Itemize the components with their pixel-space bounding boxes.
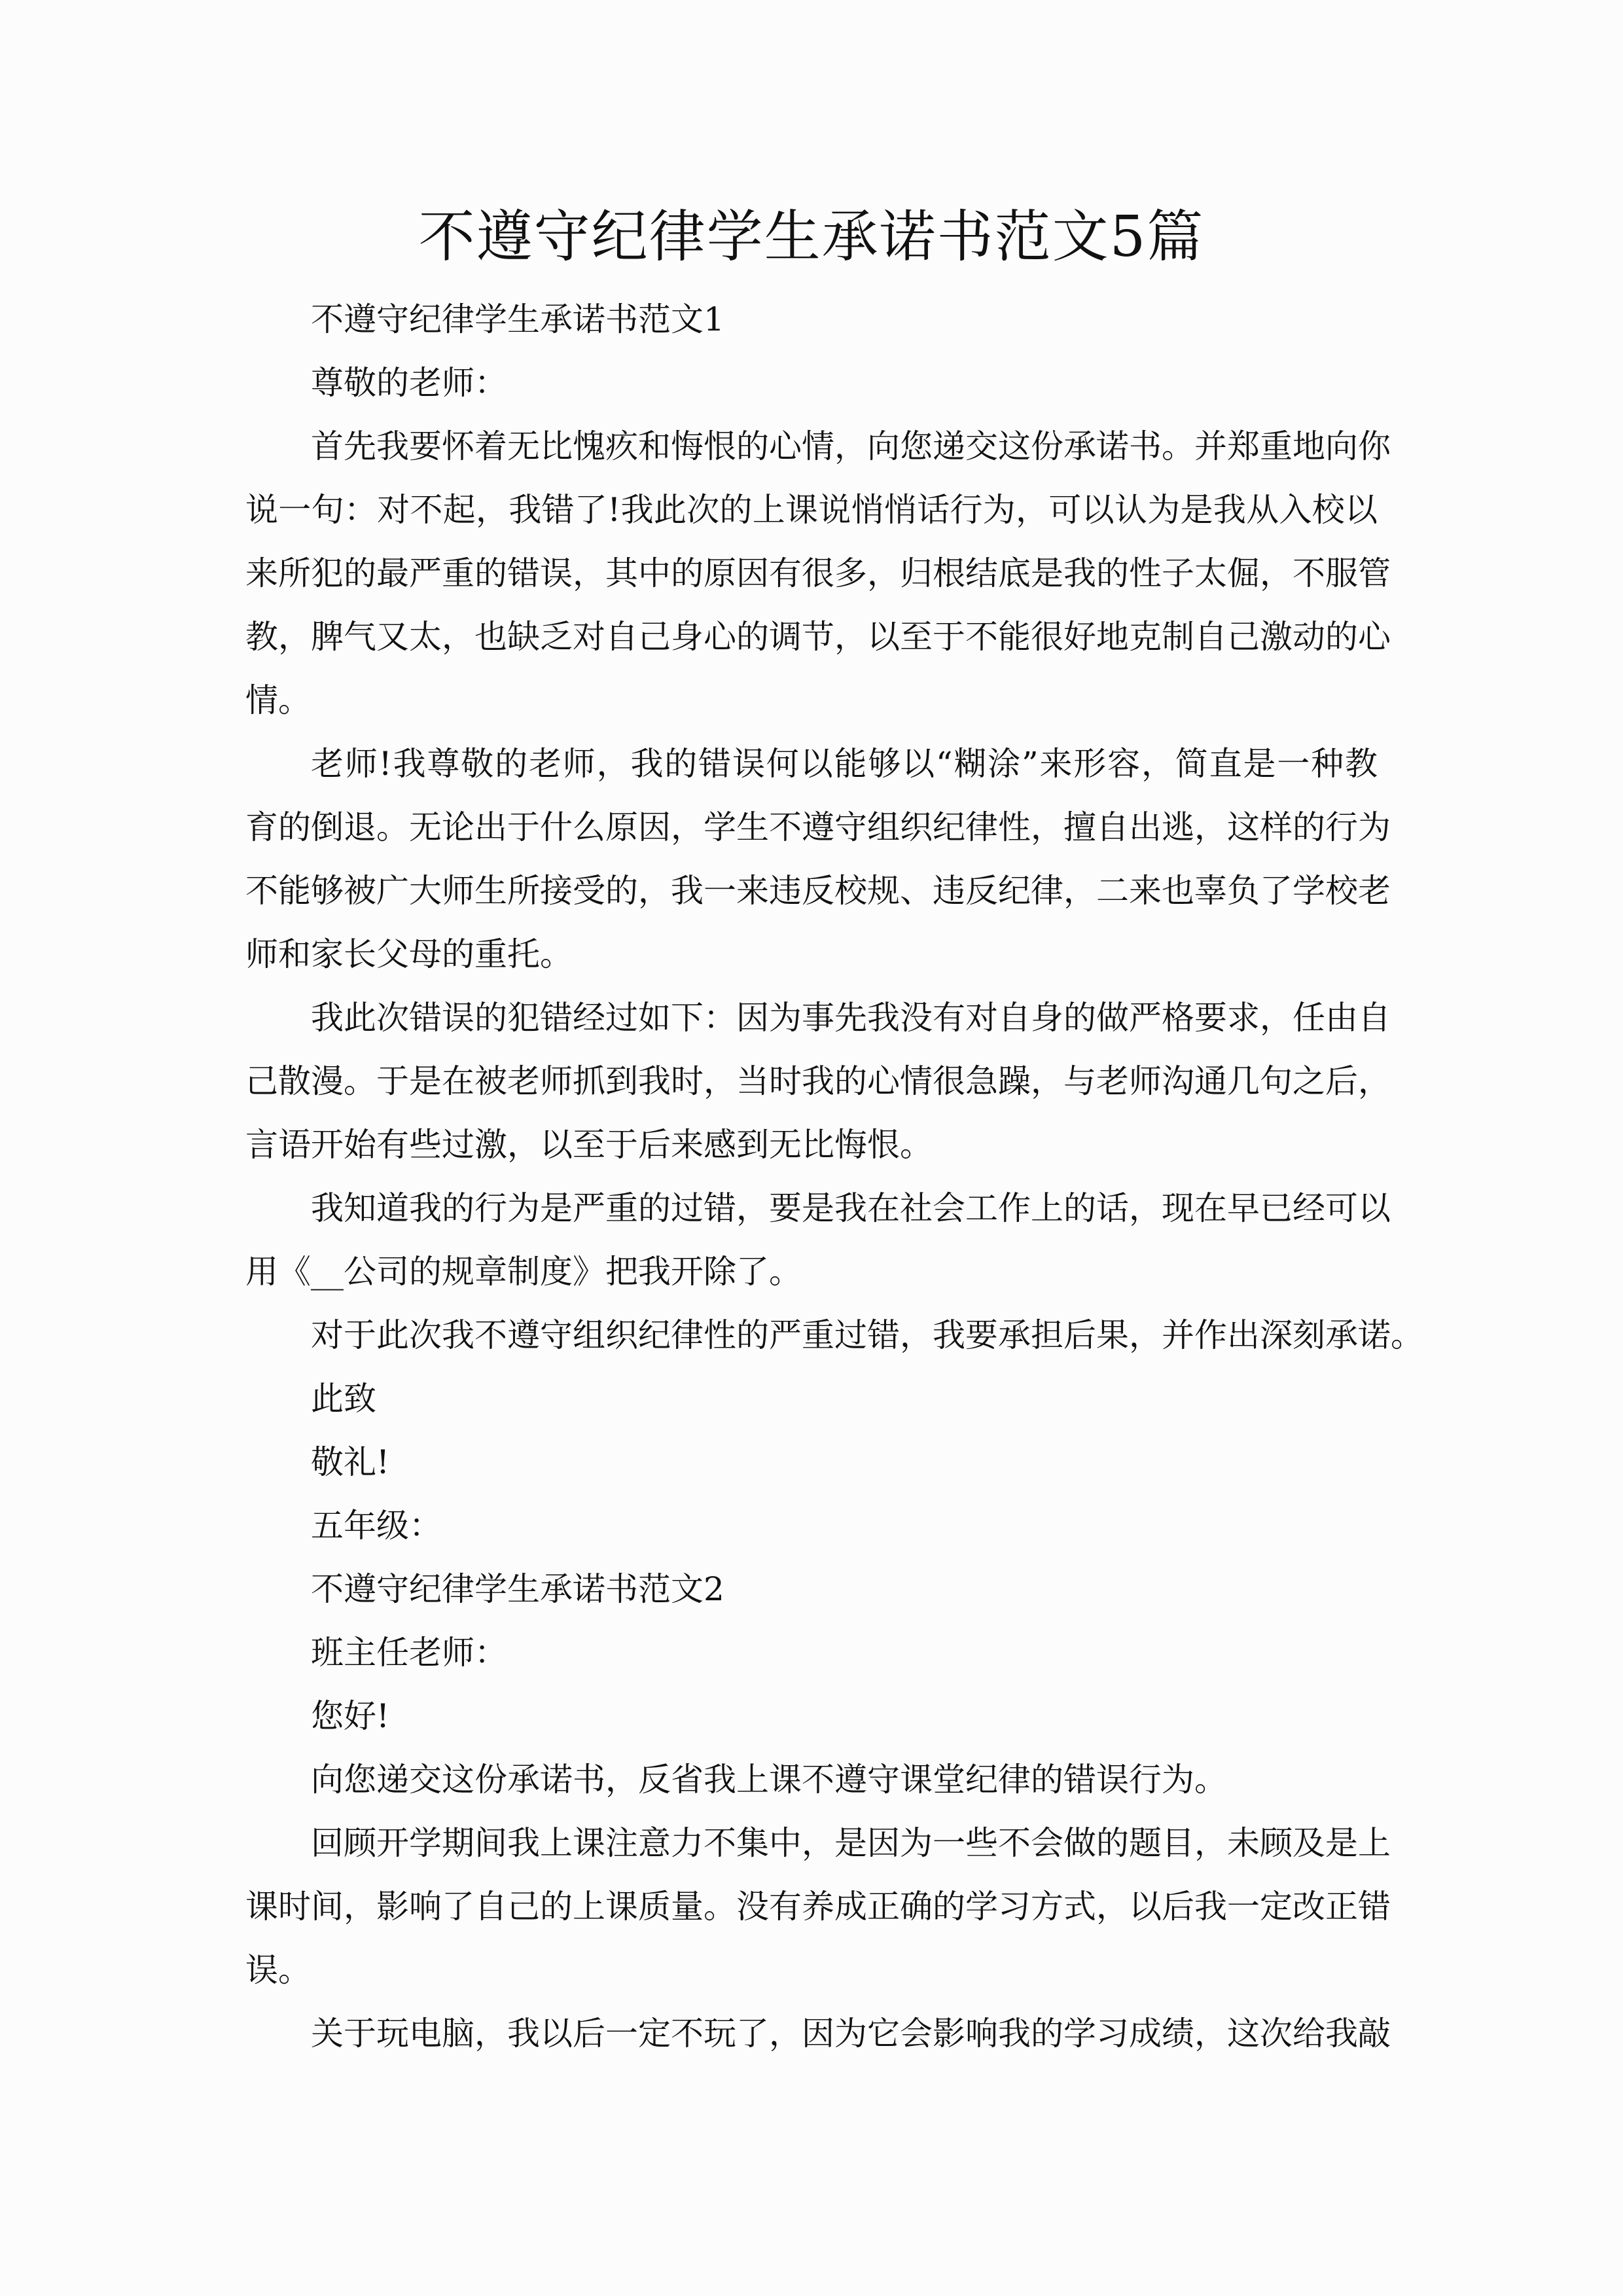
paragraph-line: 误。 — [245, 1951, 311, 1989]
paragraph-line: 育的倒退。无论出于什么原因，学生不遵守组织纪律性，擅自出逃，这样的行为 — [245, 808, 1391, 846]
section-heading: 不遵守纪律学生承诺书范文2 — [311, 1570, 724, 1608]
paragraph-line: 关于玩电脑，我以后一定不玩了，因为它会影响我的学习成绩，这次给我敲 — [311, 2015, 1391, 2053]
paragraph-line: 言语开始有些过激，以至于后来感到无比悔恨。 — [245, 1126, 933, 1164]
paragraph-line: 对于此次我不遵守组织纪律性的严重过错，我要承担后果，并作出深刻承诺。 — [311, 1316, 1423, 1354]
paragraph-line: 我此次错误的犯错经过如下：因为事先我没有对自身的做严格要求，任由自 — [311, 999, 1391, 1037]
paragraph-line: 说一句：对不起，我错了!我此次的上课说悄悄话行为，可以认为是我从入校以 — [245, 491, 1378, 529]
document-title: 不遵守纪律学生承诺书范文5篇 — [418, 204, 1205, 270]
paragraph-line: 来所犯的最严重的错误，其中的原因有很多，归根结底是我的性子太倔，不服管 — [245, 554, 1391, 592]
closing: 敬礼! — [311, 1443, 390, 1481]
paragraph-line: 己散漫。于是在被老师抓到我时，当时我的心情很急躁，与老师沟通几句之后， — [245, 1062, 1391, 1100]
paragraph-line: 首先我要怀着无比愧疚和悔恨的心情，向您递交这份承诺书。并郑重地向你 — [311, 427, 1391, 465]
closing: 此致 — [311, 1380, 376, 1418]
section-heading: 不遵守纪律学生承诺书范文1 — [311, 300, 724, 338]
paragraph-line: 向您递交这份承诺书，反省我上课不遵守课堂纪律的错误行为。 — [311, 1761, 1227, 1799]
salutation: 尊敬的老师： — [311, 364, 507, 402]
paragraph-line: 情。 — [245, 681, 311, 719]
paragraph-line: 用《__公司的规章制度》把我开除了。 — [245, 1253, 802, 1291]
paragraph-line: 老师!我尊敬的老师，我的错误何以能够以“糊涂”来形容，简直是一种教 — [311, 745, 1378, 783]
paragraph-line: 回顾开学期间我上课注意力不集中，是因为一些不会做的题目，未顾及是上 — [311, 1824, 1391, 1862]
paragraph-line: 教，脾气又太，也缺乏对自己身心的调节，以至于不能很好地克制自己激动的心 — [245, 618, 1391, 656]
paragraph-line: 我知道我的行为是严重的过错，要是我在社会工作上的话，现在早已经可以 — [311, 1189, 1391, 1227]
paragraph-line: 师和家长父母的重托。 — [245, 935, 573, 973]
greeting: 您好! — [311, 1697, 390, 1735]
paragraph-line: 不能够被广大师生所接受的，我一来违反校规、违反纪律，二来也辜负了学校老 — [245, 872, 1391, 910]
document-body — [245, 288, 1423, 2066]
signature: 五年级： — [311, 1507, 442, 1545]
salutation: 班主任老师： — [311, 1634, 507, 1672]
paragraph-line: 课时间，影响了自己的上课质量。没有养成正确的学习方式，以后我一定改正错 — [245, 1888, 1391, 1926]
